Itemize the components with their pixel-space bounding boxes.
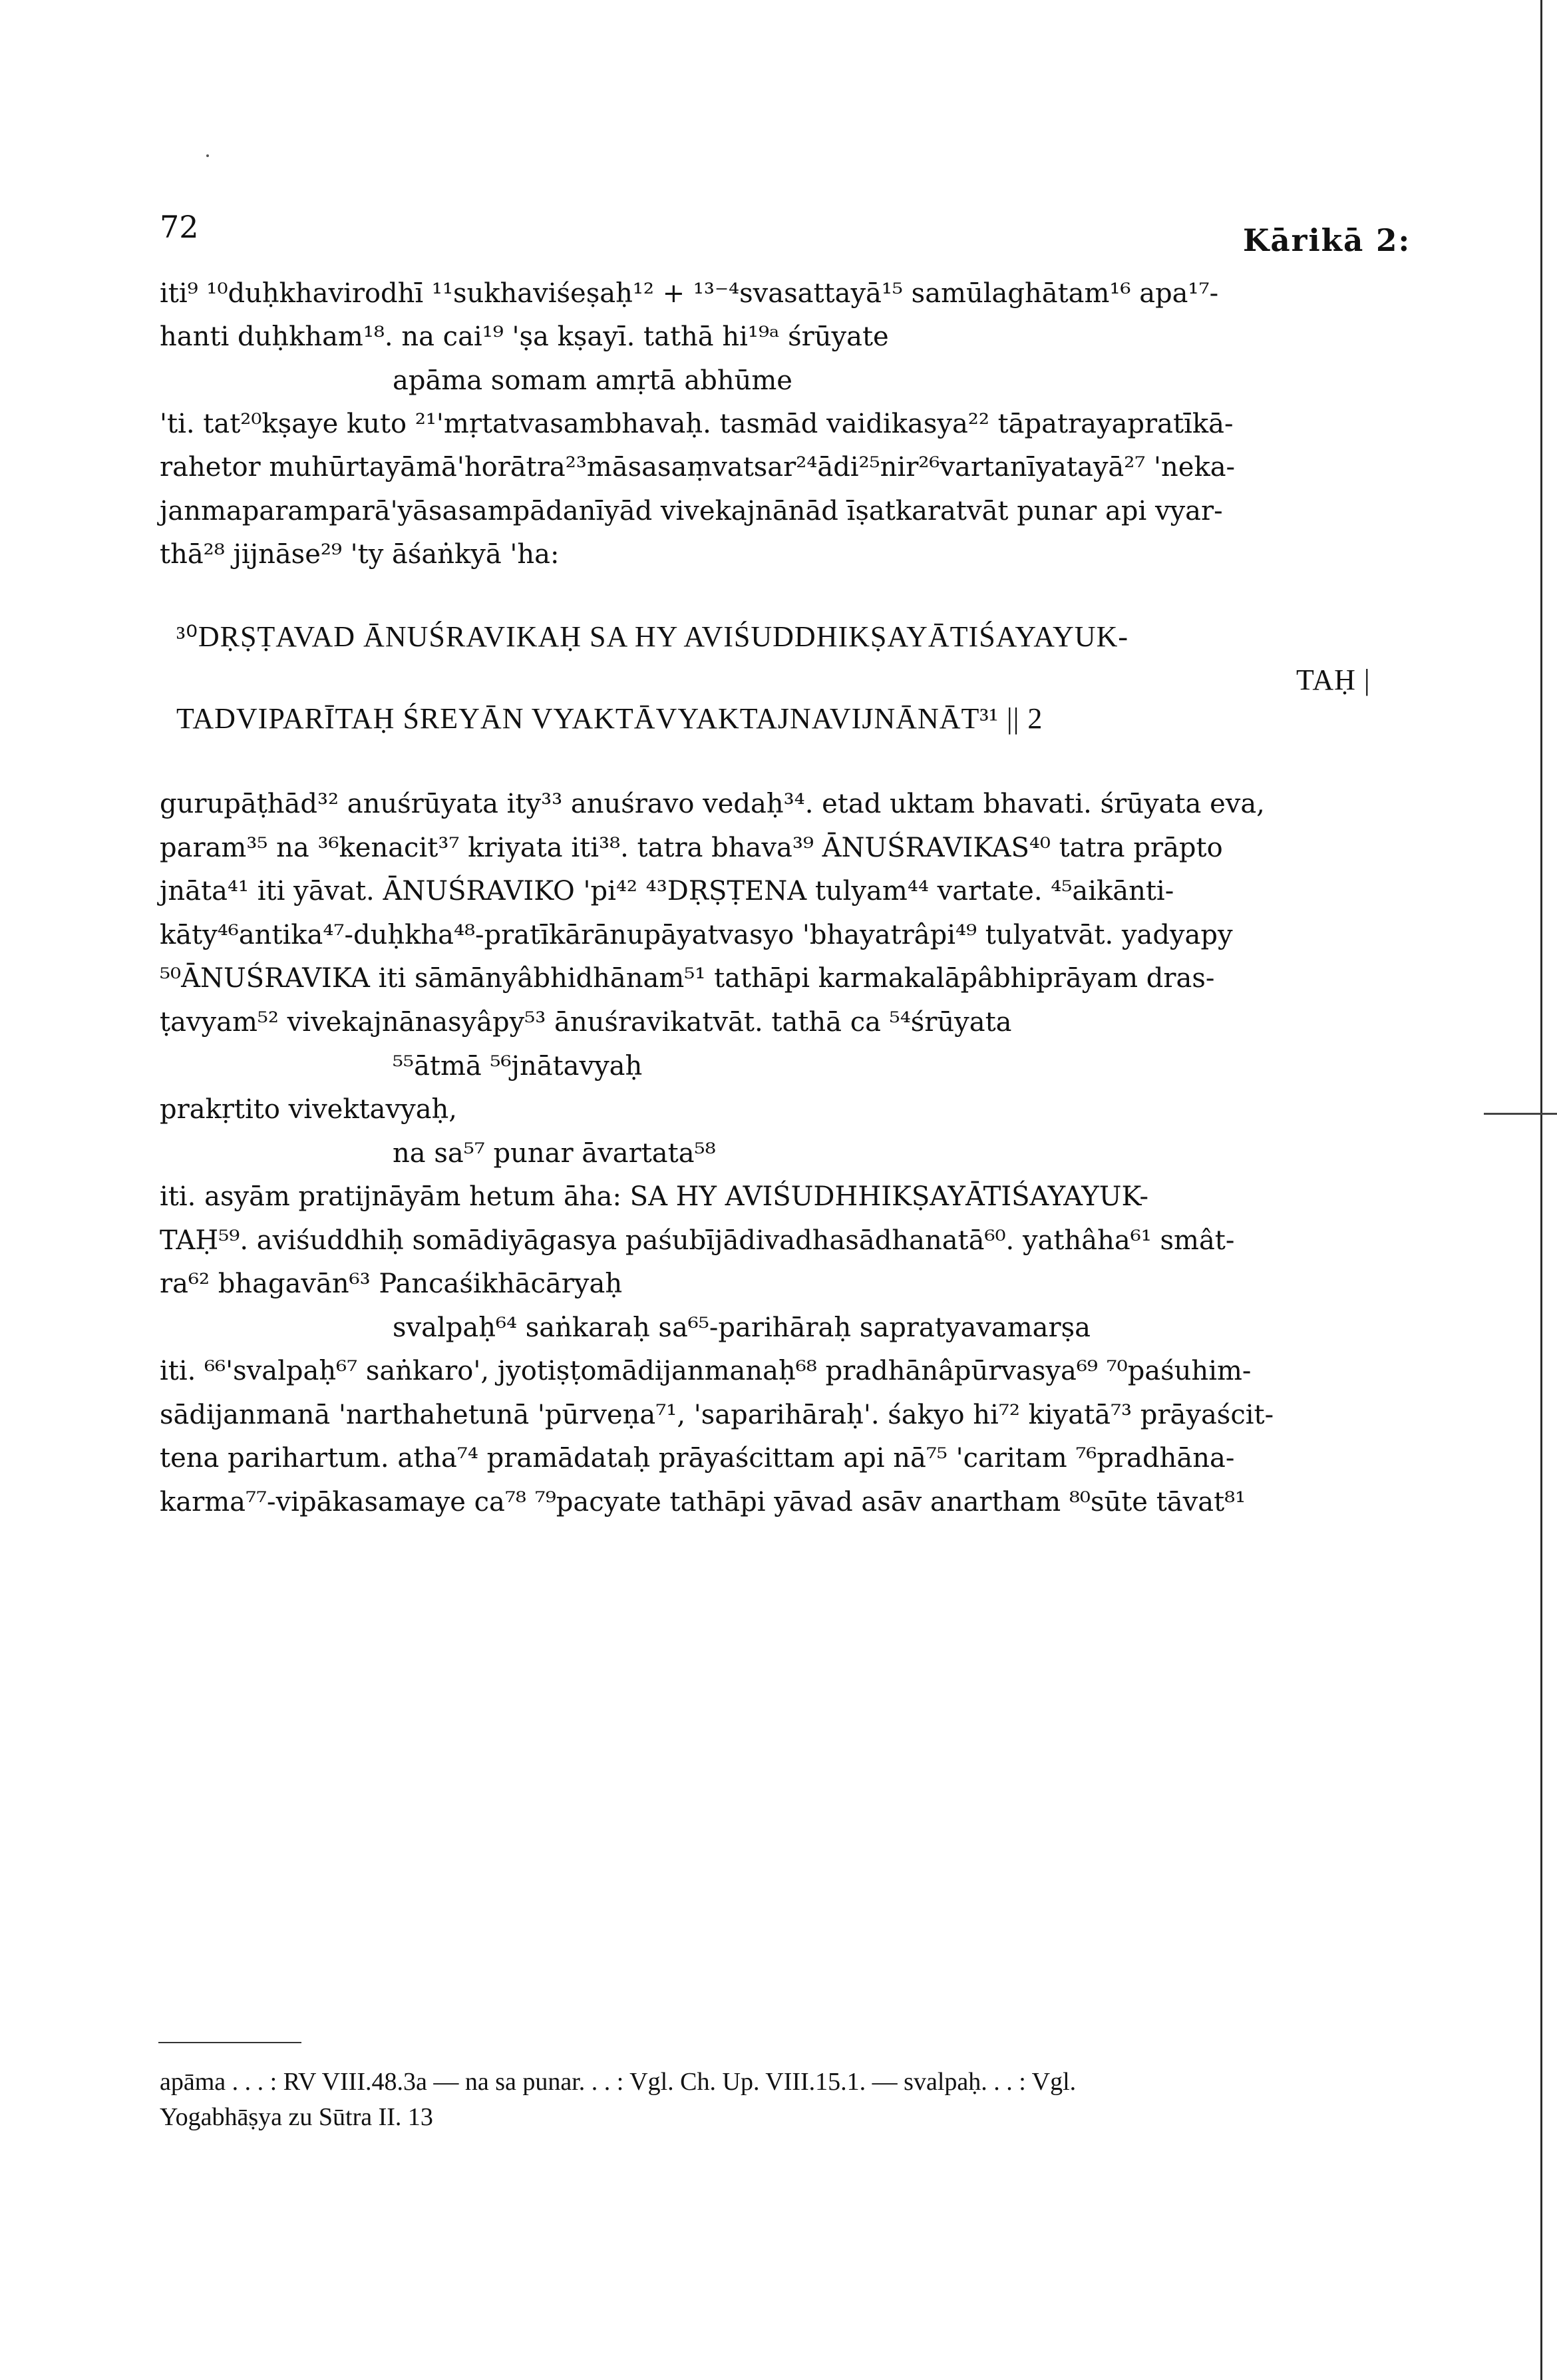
text-line: iti⁹ ¹⁰duḥkhavirodhī ¹¹sukhaviśeṣaḥ¹² + ¹³⁻⁴svasattayā¹⁵ samūlaghātam¹⁶ apa¹⁷- — [160, 278, 1219, 309]
karika-line: ³⁰DṚṢṬAVAD ĀNUŚRAVIKAḤ SA HY AVIŚUDDHIKṢAYĀTIŚAYAYUK- — [176, 620, 1129, 653]
text-line: janmaparamparā'yāsasampādanīyād vivekajnānād īṣatkaratvāt punar api vyar- — [160, 496, 1223, 526]
text-line: TAḤ⁵⁹. aviśuddhiḥ somādiyāgasya paśubījādivadhasādhanatā⁶⁰. yathâha⁶¹ smât- — [160, 1225, 1235, 1256]
text-line: gurupāṭhād³² anuśrūyata ity³³ anuśravo vedaḥ³⁴. etad uktam bhavati. śrūyata eva, — [160, 789, 1265, 819]
text-line: param³⁵ na ³⁶kenacit³⁷ kriyata iti³⁸. tatra bhava³⁹ ĀNUŚRAVIKAS⁴⁰ tatra prāpto — [160, 833, 1223, 863]
verse-quote: apāma somam amṛtā abhūme — [393, 365, 792, 396]
margin-rule — [1484, 1113, 1557, 1115]
text-line: kāty⁴⁶antika⁴⁷-duḥkha⁴⁸-pratīkārānupāyatvasyo 'bhayatrâpi⁴⁹ tulyatvāt. yadyapy — [160, 920, 1233, 950]
text-line: ⁵⁰ĀNUŚRAVIKA iti sāmānyâbhidhānam⁵¹ tathāpi karmakalāpâbhiprāyam dras- — [160, 963, 1215, 994]
text-line: iti. asyām pratijnāyām hetum āha: SA HY AVIŚUDHHIKṢAYĀTIŚAYAYUK- — [160, 1181, 1148, 1212]
text-line: tena parihartum. atha⁷⁴ pramādataḥ prāyaścittam api nā⁷⁵ 'caritam ⁷⁶pradhāna- — [160, 1443, 1235, 1474]
text-line: thā²⁸ jijnāse²⁹ 'ty āśaṅkyā 'ha: — [160, 539, 560, 570]
footnote-line: Yogabhāṣya zu Sūtra II. 13 — [160, 2103, 433, 2131]
verse-quote: prakṛtito vivektavyaḥ, — [160, 1094, 458, 1125]
verse-quote: ⁵⁵ātmā ⁵⁶jnātavyaḥ — [393, 1051, 643, 1082]
footnote-rule — [158, 2042, 301, 2043]
karika-line: TAḤ | — [1296, 664, 1371, 696]
scan-edge-line — [1540, 0, 1542, 2380]
text-line: 'ti. tat²⁰kṣaye kuto ²¹'mṛtatvasambhavaḥ. tasmād vaidikasya²² tāpatrayapratīkā- — [160, 409, 1234, 439]
text-line: jnāta⁴¹ iti yāvat. ĀNUŚRAVIKO 'pi⁴² ⁴³DṚṢṬENA tulyam⁴⁴ vartate. ⁴⁵aikānti- — [160, 876, 1174, 906]
verse-quote: na sa⁵⁷ punar āvartata⁵⁸ — [393, 1138, 716, 1169]
karika-line: TADVIPARĪTAḤ ŚREYĀN VYAKTĀVYAKTAJNAVIJNĀNĀT³¹ || 2 — [176, 702, 1043, 735]
text-line: rahetor muhūrtayāmā'horātra²³māsasaṃvatsar²⁴ādi²⁵nir²⁶vartanīyatayā²⁷ 'neka- — [160, 452, 1236, 483]
text-line: hanti duḥkham¹⁸. na cai¹⁹ 'ṣa kṣayī. tathā hi¹⁹ᵃ śrūyate — [160, 321, 889, 352]
text-line: sādijanmanā 'narthahetunā 'pūrveṇa⁷¹, 'saparihāraḥ'. śakyo hi⁷² kiyatā⁷³ prāyaścit- — [160, 1400, 1274, 1430]
scan-speck — [206, 154, 209, 157]
text-line: ra⁶² bhagavān⁶³ Pancaśikhācāryaḥ — [160, 1269, 623, 1299]
text-line: iti. ⁶⁶'svalpaḥ⁶⁷ saṅkaro', jyotiṣṭomādijanmanaḥ⁶⁸ pradhānâpūrvasya⁶⁹ ⁷⁰paśuhim- — [160, 1356, 1252, 1386]
text-line: karma⁷⁷-vipākasamaye ca⁷⁸ ⁷⁹pacyate tathāpi yāvad asāv anartham ⁸⁰sūte tāvat⁸¹ — [160, 1487, 1246, 1517]
text-line: ṭavyam⁵² vivekajnānasyâpy⁵³ ānuśravikatvāt. tathā ca ⁵⁴śrūyata — [160, 1007, 1012, 1038]
verse-quote: svalpaḥ⁶⁴ saṅkaraḥ sa⁶⁵-parihāraḥ sapratyavamarṣa — [393, 1312, 1091, 1343]
running-title: Kārikā 2: — [1243, 222, 1411, 258]
page-number: 72 — [160, 209, 199, 245]
footnote-line: apāma . . . : RV VIII.48.3a — na sa punar. . . : Vgl. Ch. Up. VIII.15.1. — svalpaḥ. . . : Vgl. — [160, 2068, 1077, 2096]
